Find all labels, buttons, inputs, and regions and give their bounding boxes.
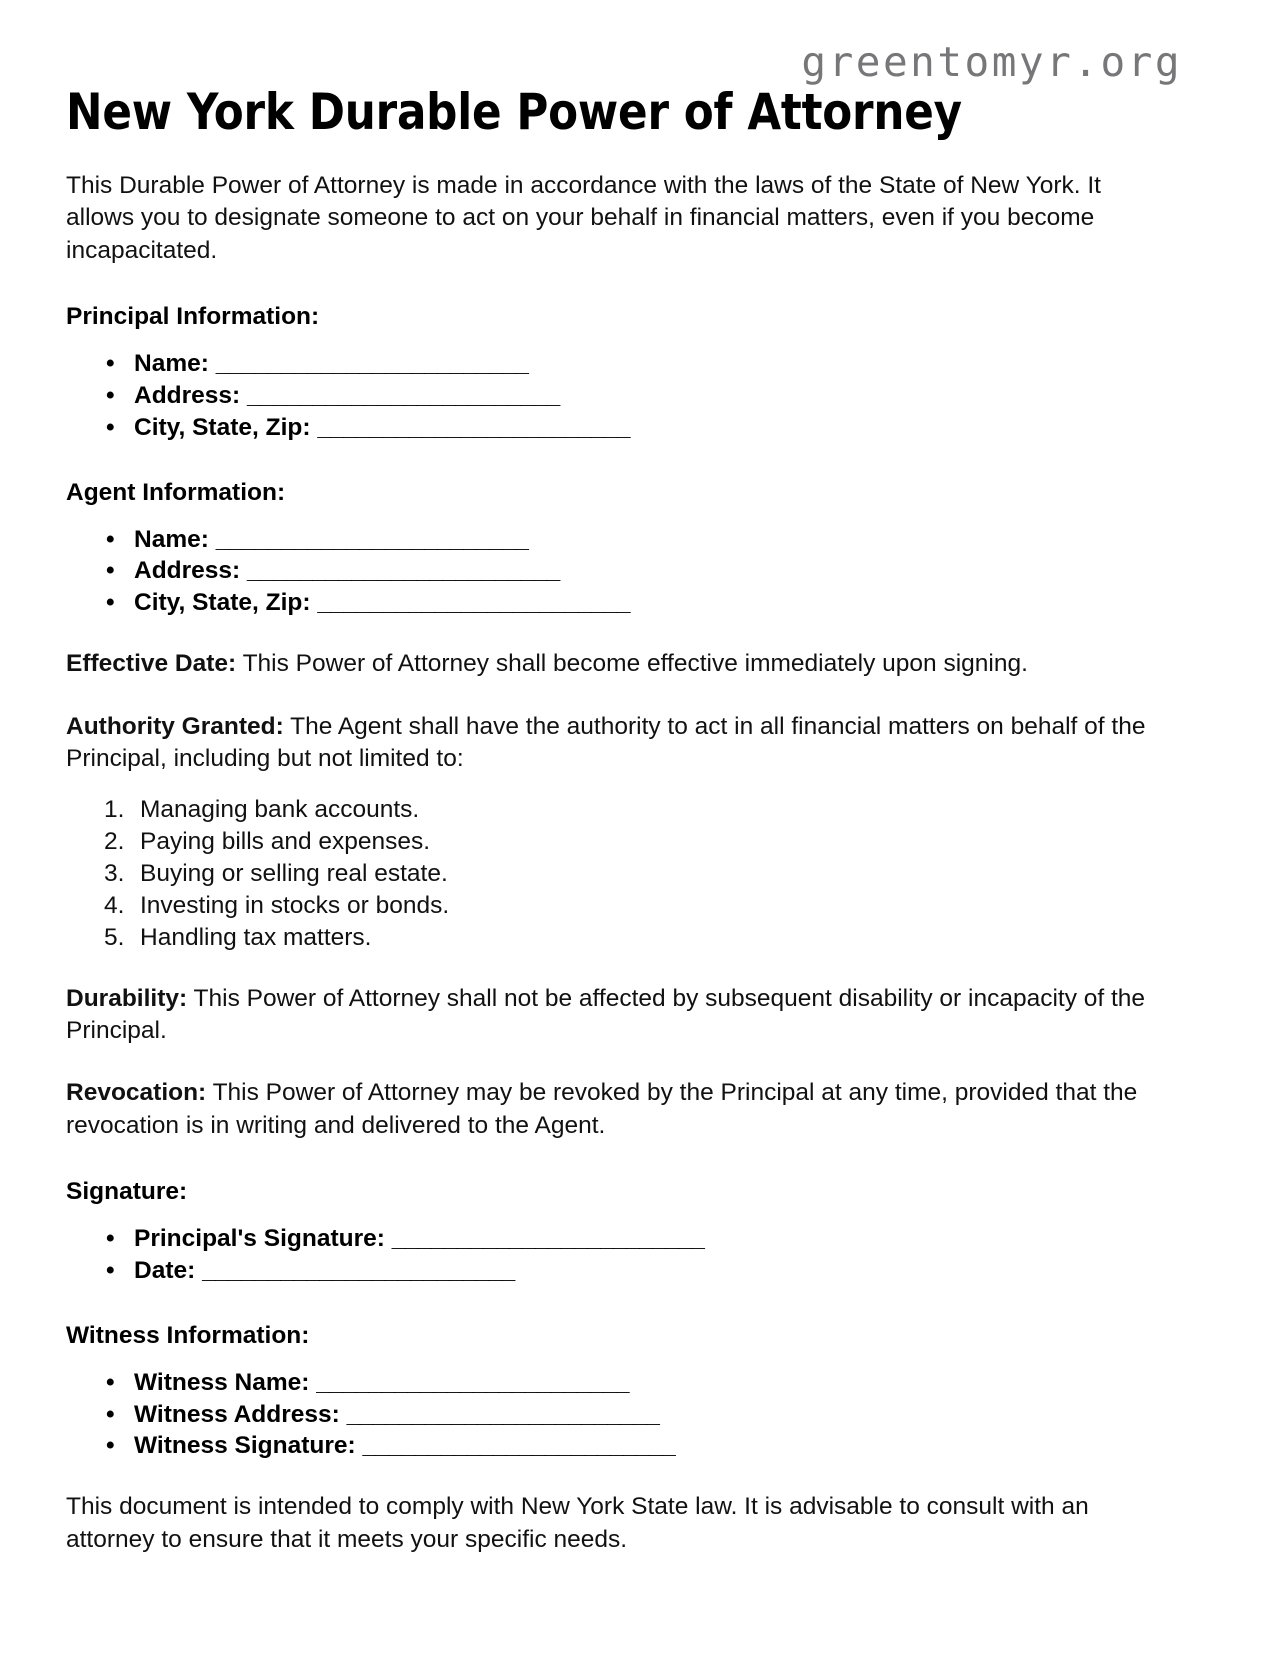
durability-paragraph (66, 983, 1151, 1048)
field-label: Address: (134, 557, 241, 585)
authority-granted-paragraph (66, 711, 1151, 776)
document-body (66, 0, 1156, 1556)
signature-heading: Signature: (66, 1177, 188, 1205)
list-item (104, 588, 1156, 618)
fill-in-blank[interactable]: ________________________ (247, 557, 560, 585)
field-label: Witness Signature: (134, 1432, 356, 1460)
list-item (104, 1400, 1156, 1430)
list-item (104, 556, 1156, 586)
witness-information-heading: Witness Information: (66, 1321, 310, 1349)
list-item: Paying bills and expenses. (140, 828, 431, 856)
list-item (104, 349, 1156, 379)
list-item: Managing bank accounts. (140, 796, 420, 824)
principal-information-heading: Principal Information: (66, 302, 320, 330)
witness-information-fields (66, 1368, 1156, 1462)
fill-in-blank[interactable]: ________________________ (247, 381, 560, 409)
list-item (104, 413, 1156, 443)
revocation-text: This Power of Attorney may be revoked by the Principal at any time, provided that the revocation is in writing and delivered to the Agent. (66, 1079, 1138, 1139)
fill-in-blank[interactable]: ________________________ (391, 1224, 705, 1252)
agent-information-heading: Agent Information: (66, 478, 286, 506)
closing-paragraph: This document is intended to comply with New York State law. It is advisable to consult with an attorney to ensure that it meets your specific needs. (66, 1493, 1089, 1553)
list-item: Handling tax matters. (140, 923, 372, 951)
field-label: Name: (134, 349, 209, 377)
list-item (104, 1224, 1156, 1254)
list-item (104, 525, 1156, 555)
fill-in-blank[interactable]: ________________________ (317, 589, 630, 617)
fill-in-blank[interactable]: ________________________ (215, 525, 529, 553)
revocation-paragraph (66, 1077, 1151, 1142)
fill-in-blank[interactable]: ________________________ (316, 1368, 629, 1396)
fill-in-blank[interactable]: ________________________ (317, 413, 630, 441)
field-label: Principal's Signature: (134, 1224, 385, 1252)
field-label: City, State, Zip: (134, 413, 311, 441)
durability-text: This Power of Attorney shall not be affected by subsequent disability or incapacity of the Principal. (66, 984, 1146, 1044)
fill-in-blank[interactable]: ________________________ (362, 1432, 676, 1460)
list-item: Buying or selling real estate. (140, 859, 448, 887)
principal-information-fields (66, 349, 1156, 443)
page-title: New York Durable Power of Attorney (66, 83, 962, 141)
agent-information-fields (66, 525, 1156, 619)
authority-granted-label: Authority Granted: (66, 712, 284, 740)
signature-fields (66, 1224, 1156, 1286)
authority-granted-text: The Agent shall have the authority to act in all financial matters on behalf of the Principal, including but not limited to: (66, 712, 1146, 772)
list-item: Investing in stocks or bonds. (140, 891, 450, 919)
list-item (104, 1431, 1156, 1461)
field-label: City, State, Zip: (134, 589, 311, 617)
field-label: Witness Address: (134, 1400, 340, 1428)
authority-items-list (66, 795, 1156, 952)
durability-label: Durability: (66, 984, 188, 1012)
field-label: Date: (134, 1256, 196, 1284)
fill-in-blank[interactable]: ________________________ (202, 1256, 515, 1284)
field-label: Witness Name: (134, 1368, 310, 1396)
field-label: Name: (134, 525, 209, 553)
effective-date-paragraph (66, 648, 1151, 680)
effective-date-label: Effective Date: (66, 650, 237, 678)
fill-in-blank[interactable]: ________________________ (346, 1400, 660, 1428)
list-item (104, 1256, 1156, 1286)
fill-in-blank[interactable]: ________________________ (215, 349, 529, 377)
effective-date-text: This Power of Attorney shall become effective immediately upon signing. (242, 650, 1028, 678)
list-item (104, 381, 1156, 411)
intro-paragraph: This Durable Power of Attorney is made in accordance with the laws of the State of New York. It allows you to designate someone to act on your behalf in financial matters, even if you become incapacitated. (66, 172, 1101, 264)
site-watermark: greentomyr.org (801, 38, 1182, 86)
revocation-label: Revocation: (66, 1079, 207, 1107)
list-item (104, 1368, 1156, 1398)
field-label: Address: (134, 381, 241, 409)
